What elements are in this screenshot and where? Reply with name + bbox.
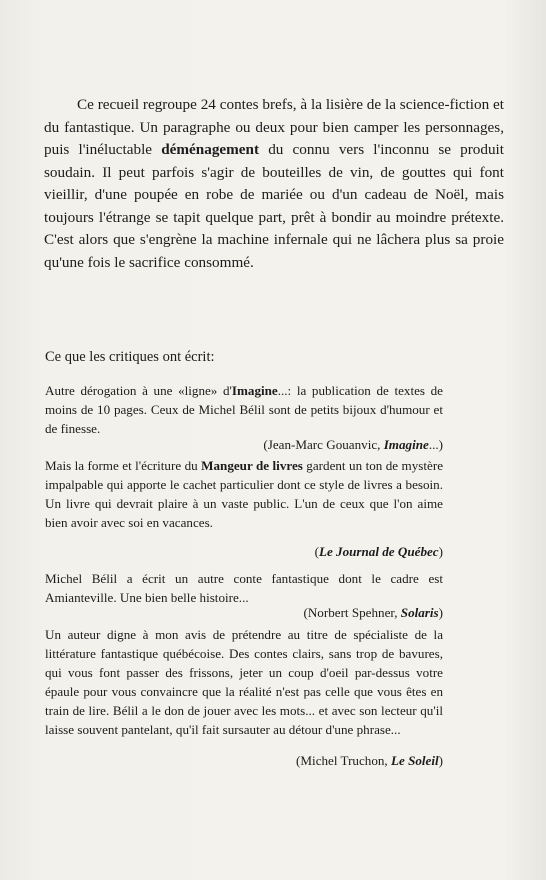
critics-heading: Ce que les critiques ont écrit: bbox=[45, 349, 215, 365]
blurb-text-2: du connu vers l'inconnu se produit soudain. Il peut parfois s'agir de bouteilles de vin, de gouttes qui font vieillir, d'une poupée en robe de mariée ou d'un cadeau de Noël, mais toujours l'étrange se tapit quelque part, prêt à bondir au moindre prétexte. C'est alors que s'engrène la machine infernale qui ne lâchera plus sa proie qu'une fois le sacrifice consommé. bbox=[44, 141, 504, 271]
source-1-plain: (Jean-Marc Gouanvic, bbox=[263, 437, 384, 452]
quote-3-text-a: Michel Bélil a écrit un autre conte fantastique dont le cadre est Amianteville. Une bien belle histoire... bbox=[45, 571, 443, 605]
critic-source-1 bbox=[263, 437, 443, 453]
critic-source-3 bbox=[303, 605, 443, 621]
source-1-end: ...) bbox=[428, 437, 443, 452]
quote-2-text-b: gardent un ton de mystère impalpable qui apporte le cachet particulier dont ce style de livres a besoin. Un livre qui devrait plaire à un vaste public. L'un de ceux que l'on aime bien avoir avec soi en vacances. bbox=[45, 458, 444, 530]
source-2-end: ) bbox=[438, 544, 443, 559]
source-4-plain: (Michel Truchon, bbox=[296, 753, 391, 768]
quote-2-bold: Mangeur de livres bbox=[201, 458, 303, 473]
critic-quote-1 bbox=[45, 381, 443, 438]
source-3-end: ) bbox=[438, 605, 443, 620]
quote-1-text-b: ...: la publication de textes de moins de 10 pages. Ceux de Michel Bélil sont de petits bijoux d'humour et de finesse. bbox=[45, 383, 443, 436]
quote-2-text-a: Mais la forme et l'écriture du bbox=[45, 458, 202, 473]
critic-quote-4 bbox=[45, 625, 443, 739]
source-1-emph: Imagine bbox=[383, 437, 429, 452]
critic-source-2 bbox=[315, 544, 443, 560]
blurb-text-1: Ce recueil regroupe 24 contes brefs, à la lisière de la science-fiction et du fantastique. Un paragraphe ou deux pour bien camper les personnages, puis l'inéluctable bbox=[44, 96, 504, 158]
source-2-plain: ( bbox=[314, 544, 319, 559]
critic-quote-2 bbox=[45, 456, 443, 532]
source-3-emph: Solaris bbox=[400, 605, 439, 620]
critic-source-4 bbox=[296, 753, 443, 769]
source-2-emph: Le Journal de Québec bbox=[318, 544, 439, 559]
source-4-end: ) bbox=[438, 753, 443, 768]
quote-1-bold: Imagine bbox=[231, 383, 278, 398]
source-4-emph: Le Soleil bbox=[390, 753, 439, 768]
source-3-plain: (Norbert Spehner, bbox=[303, 605, 401, 620]
quote-1-text-a: Autre dérogation à une «ligne» d' bbox=[45, 383, 232, 398]
book-blurb bbox=[44, 94, 504, 274]
blurb-bold-word: déménagement bbox=[161, 141, 260, 158]
critic-quote-3 bbox=[45, 569, 443, 607]
quote-4-text-a: Un auteur digne à mon avis de prétendre au titre de spécialiste de la littérature fantastique québécoise. Des contes clairs, sans trop de bavures, qui vous font passer des frissons, jeter un coup d'oeil par-dessus votre épaule pour vous convaincre que la réalité n'est pas celle que vous êtes en train de lire. Bélil a le don de jouer avec les mots... et avec son lecteur qu'il laisse souvent pantelant, qu'il fait sursauter au détour d'une phrase... bbox=[45, 627, 443, 737]
